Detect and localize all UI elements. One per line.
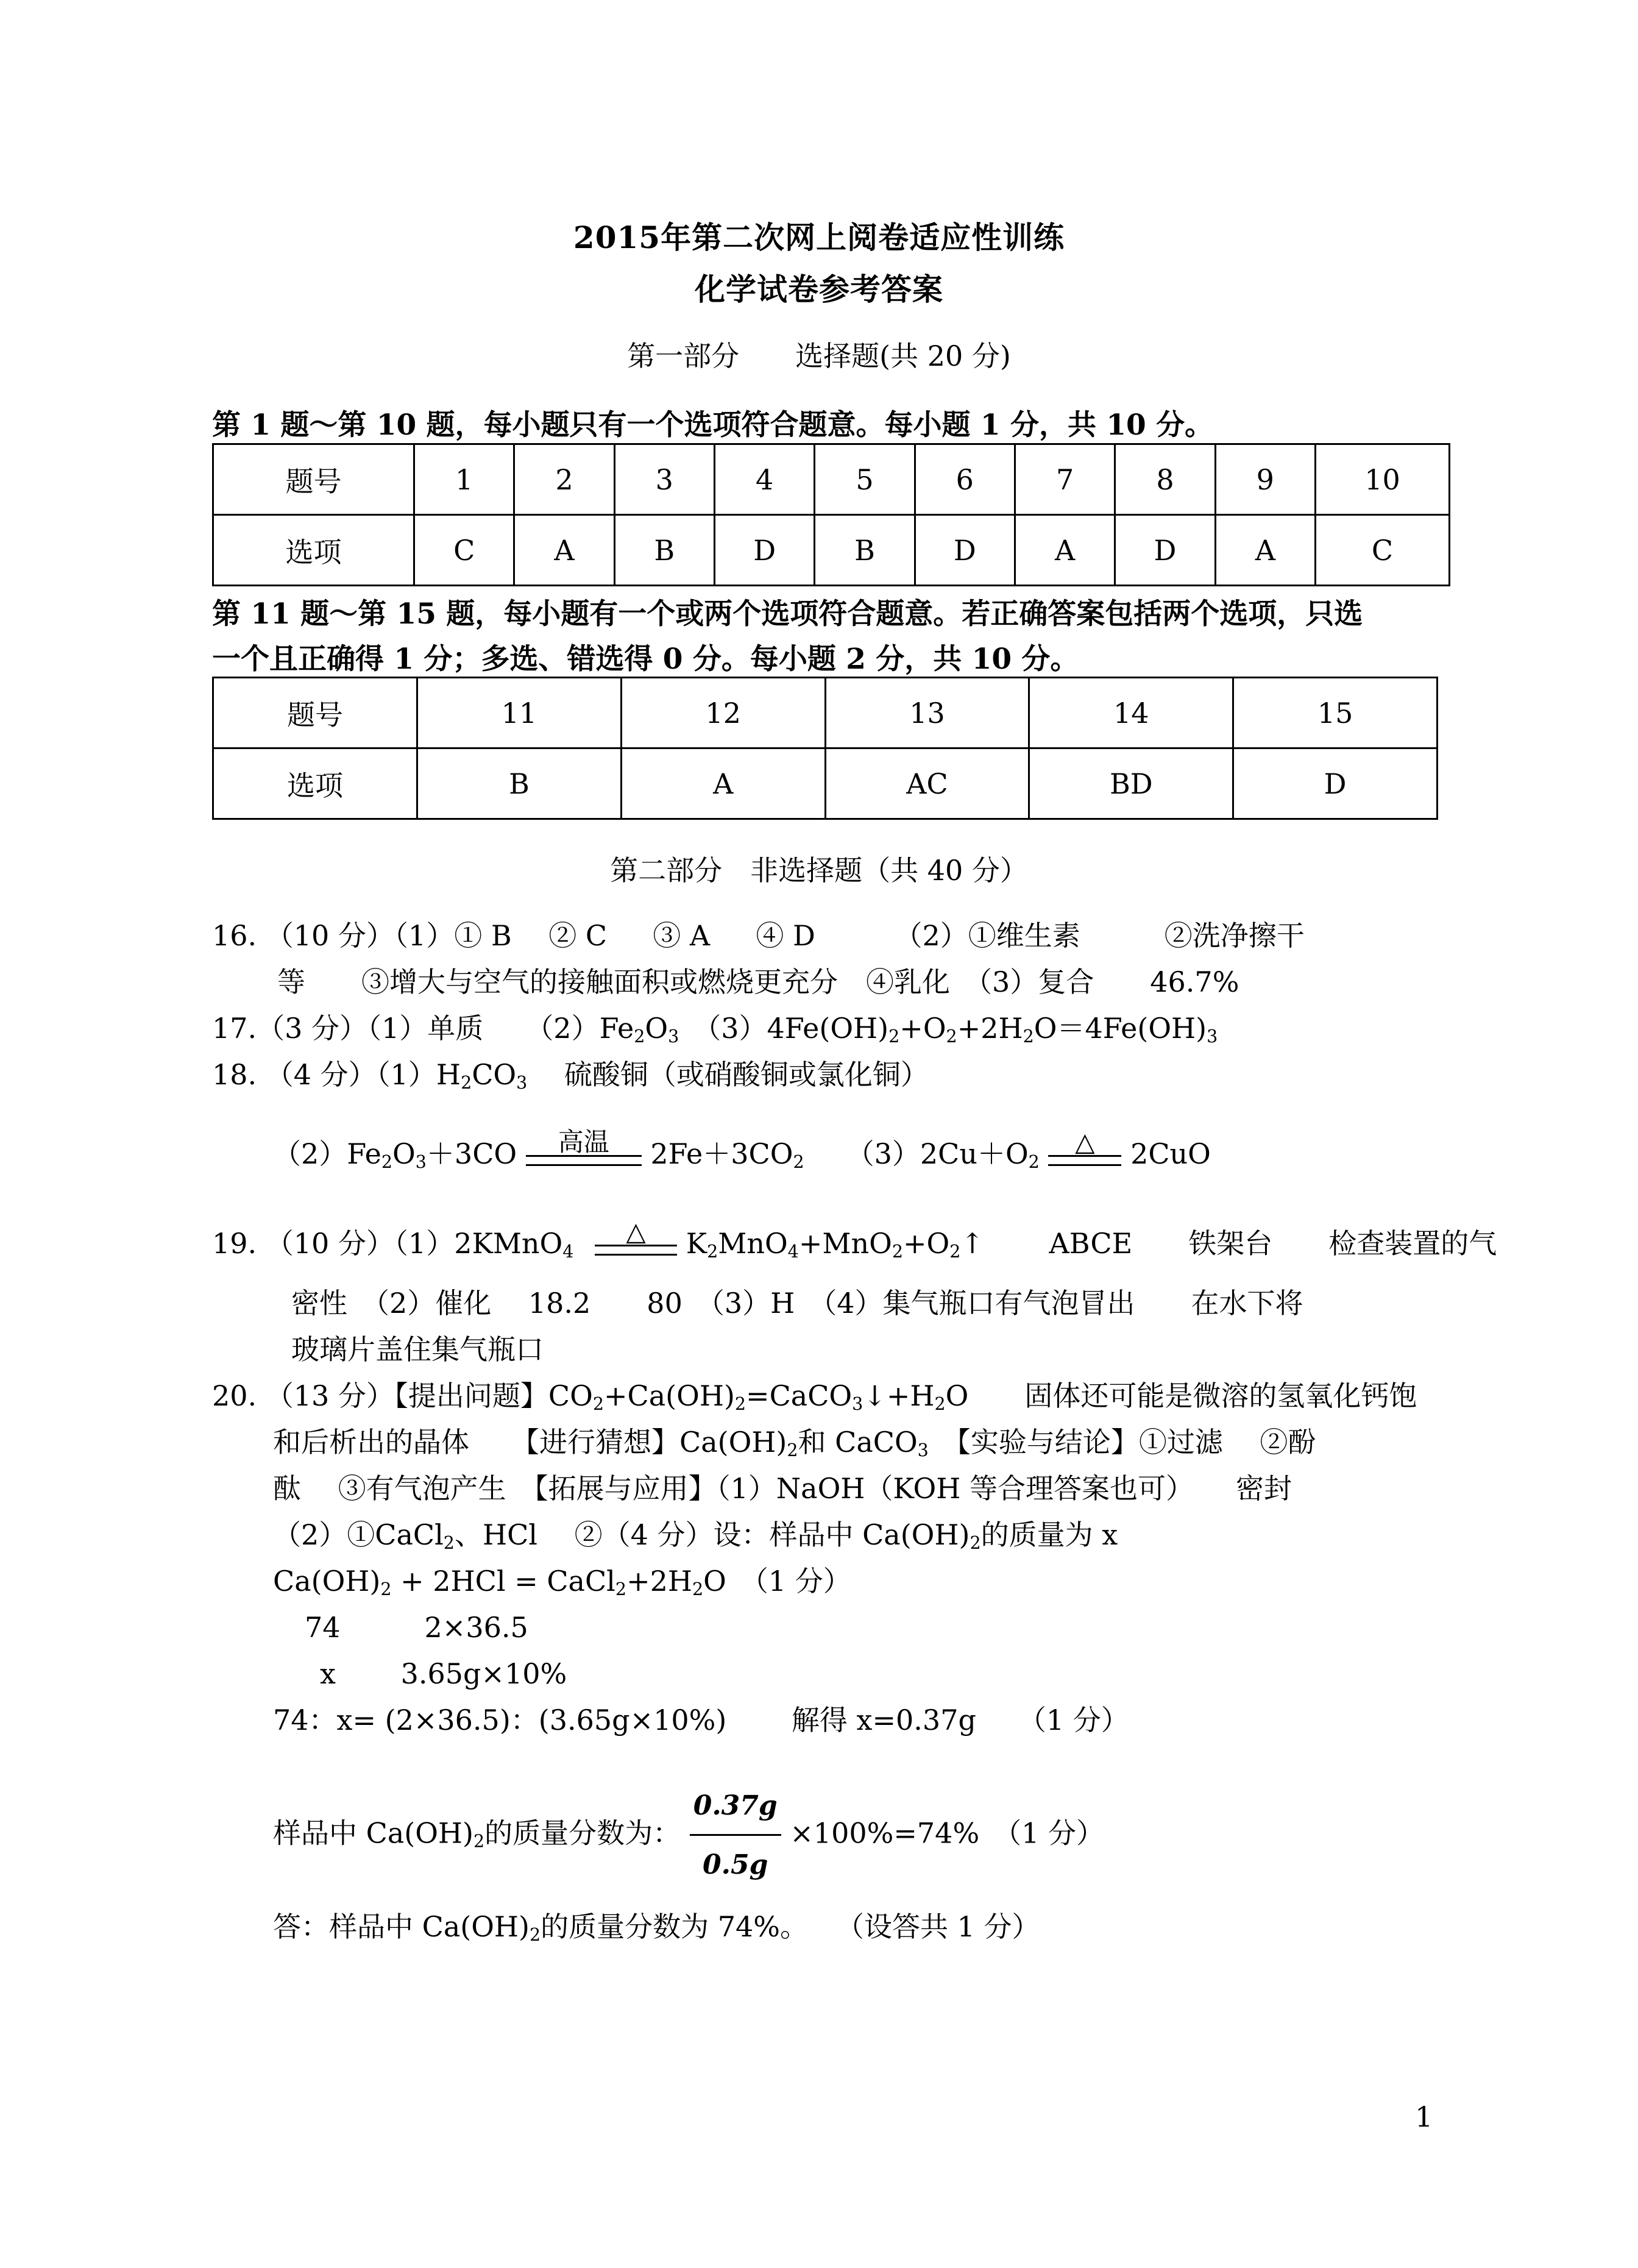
q20-answer-line: 答：样品中 $Ca(OH)_2$的质量分数为 74%。 （设答共 1 分） xyxy=(273,1910,1040,1946)
q18-line1: 18. （4 分）$(1)H_2CO_3$ 硫酸铜（或硝酸铜或氯化铜） xyxy=(212,1058,929,1093)
part1-title: 第一部分 选择题(共 20 分) xyxy=(627,339,1011,372)
q20-line7: x 3.65g×10% xyxy=(320,1657,567,1690)
q16-line2: 等 ③增大与空气的接触面积或燃烧更充分 ④乳化 （3）复合 46.7% xyxy=(277,965,1239,998)
table1-answer: D xyxy=(714,515,814,586)
table1-number: 10 xyxy=(1316,444,1450,515)
instruction-q1-10: 第 1 题～第 10 题，每小题只有一个选项符合题意。每小题 1 分，共 10 分。 xyxy=(212,408,1214,442)
table2-answer: A xyxy=(621,748,825,819)
reaction-condition-heat-icon: △ xyxy=(1048,1129,1121,1166)
table2-answer: AC xyxy=(825,748,1029,819)
instruction-q11-15-line2: 一个且正确得 1 分；多选、错选得 0 分。每小题 2 分，共 10 分。 xyxy=(212,642,1079,676)
q20-line6: 74 2×36.5 xyxy=(305,1611,528,1644)
table1-number: 3 xyxy=(614,444,714,515)
table1-answer: C xyxy=(414,515,514,586)
table1-number: 8 xyxy=(1115,444,1215,515)
q20-line4: （2）①CaCl$_2$、HCl ②（4 分）设：样品中 $Ca(OH)_2$的质量为 x xyxy=(273,1518,1118,1554)
table2-answer: B xyxy=(417,748,622,819)
document-title: 2015年第二次网上阅卷适应性训练 xyxy=(573,219,1065,255)
instruction-q11-15-line1: 第 11 题～第 15 题，每小题有一个或两个选项符合题意。若正确答案包括两个选项，只选 xyxy=(212,597,1363,631)
q17-line: 17.（3 分）（1）单质 $(2)Fe_2O_3$ $(3)4Fe(OH)_2+O_2+2H_2O=4Fe(OH)_3$ xyxy=(212,1012,1218,1047)
table1-answer: A xyxy=(1015,515,1115,586)
q20-line9: 样品中 $Ca(OH)_2$的质量分数为： $\frac{0.37g}{0.5g}$ ×100%=74% （1 分） xyxy=(273,1783,1104,1888)
table1-answer: D xyxy=(1115,515,1215,586)
part2-title: 第二部分 非选择题（共 40 分） xyxy=(610,854,1028,887)
table2-number: 12 xyxy=(621,678,825,748)
table1-answer: B xyxy=(614,515,714,586)
table2-number: 13 xyxy=(825,678,1029,748)
reaction-condition-high-temp: 高温 xyxy=(526,1129,642,1166)
table2-number: 14 xyxy=(1029,678,1233,748)
q20-line5: $Ca(OH)_2 + 2HCl$ = $CaCl_2+2H_2O$ （1 分） xyxy=(273,1565,851,1600)
table1-number: 2 xyxy=(514,444,614,515)
page-number: 1 xyxy=(1415,2100,1433,2133)
table1-number: 9 xyxy=(1215,444,1315,515)
document-subtitle: 化学试卷参考答案 xyxy=(695,271,943,307)
q20-line2: 和后析出的晶体 【进行猜想】$Ca(OH)_2$和 CaCO$_3$ 【实验与结论】①过滤 ②酚 xyxy=(273,1426,1316,1461)
q18-line2: $(2)Fe_2O_3+3CO$ 高温 $2Fe+3CO_2$ $(3)2Cu+O_2$ △ 2CuO xyxy=(273,1127,1211,1173)
table2-header-label: 题号 xyxy=(213,678,417,748)
table1-number: 1 xyxy=(414,444,514,515)
table2-answer-label: 选项 xyxy=(213,748,417,819)
table1-answer: D xyxy=(915,515,1015,586)
q19-line1: 19. （10 分）（1）2KMnO$_4$ △ $K_2MnO_4+MnO_2+O_2↑$ ABCE 铁架台 检查装置的气 xyxy=(212,1217,1497,1262)
mass-fraction: $\frac{0.37g}{0.5g}$ xyxy=(690,1783,781,1888)
q16-line1: 16. （10 分）（1）① B ② C ③ A ④ D （2）①维生素 ②洗净擦干 xyxy=(212,919,1305,952)
table2-answer: BD xyxy=(1029,748,1233,819)
q20-line3: 酞 ③有气泡产生 【拓展与应用】（1）NaOH（KOH 等合理答案也可） 密封 xyxy=(273,1472,1292,1505)
table1-number: 5 xyxy=(815,444,915,515)
table1-answer: B xyxy=(815,515,915,586)
q19-line2: 密性 （2）催化 18.2 80 （3）H （4）集气瓶口有气泡冒出 在水下将 xyxy=(291,1287,1303,1320)
table1-header-label: 题号 xyxy=(213,444,414,515)
q20-line1: 20. （13 分）【提出问题】$CO_2+Ca(OH)_2=CaCO_3↓+H_2O$ 固体还可能是微溶的氢氧化钙饱 xyxy=(212,1379,1417,1415)
table1-answer: C xyxy=(1316,515,1450,586)
reaction-condition-heat-icon: △ xyxy=(595,1219,677,1256)
table2-answer: D xyxy=(1233,748,1438,819)
q20-line8: 74：x= (2×36.5)：(3.65g×10%) 解得 x=0.37g （1 分） xyxy=(273,1704,1129,1737)
table1-number: 4 xyxy=(714,444,814,515)
table2-number: 11 xyxy=(417,678,622,748)
table1-answer: A xyxy=(514,515,614,586)
table1-answer-label: 选项 xyxy=(213,515,414,586)
answer-table-1 xyxy=(212,443,1450,586)
table1-number: 6 xyxy=(915,444,1015,515)
answer-table-2 xyxy=(212,677,1438,820)
table1-answer: A xyxy=(1215,515,1315,586)
table1-number: 7 xyxy=(1015,444,1115,515)
table2-number: 15 xyxy=(1233,678,1438,748)
q19-line3: 玻璃片盖住集气瓶口 xyxy=(291,1333,544,1366)
